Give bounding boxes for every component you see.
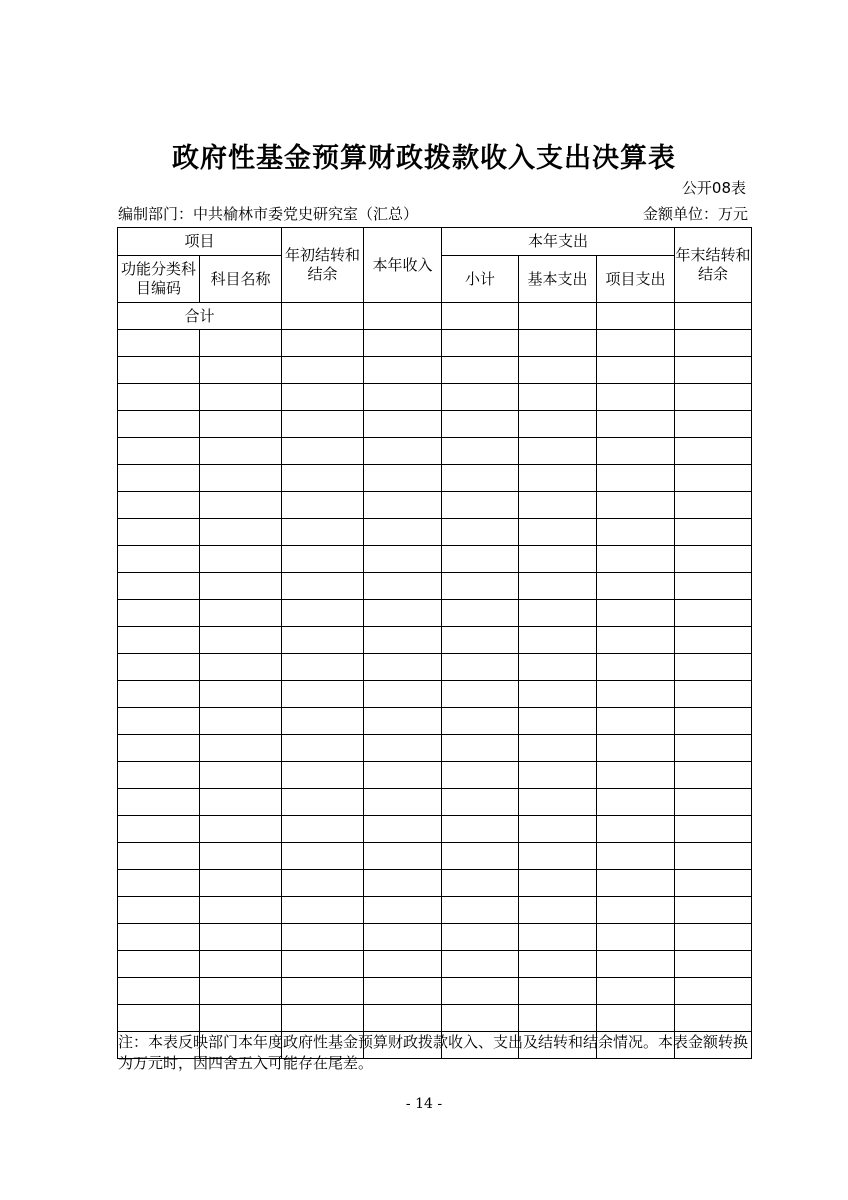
table-cell bbox=[282, 951, 364, 978]
table-cell bbox=[364, 708, 442, 735]
table-row bbox=[118, 519, 752, 546]
table-cell bbox=[118, 654, 200, 681]
table-cell bbox=[597, 330, 675, 357]
table-cell bbox=[200, 897, 282, 924]
table-cell bbox=[519, 708, 597, 735]
table-cell bbox=[282, 492, 364, 519]
table-cell bbox=[675, 573, 752, 600]
table-cell bbox=[364, 897, 442, 924]
table-cell bbox=[200, 519, 282, 546]
table-cell bbox=[200, 573, 282, 600]
table-cell bbox=[597, 789, 675, 816]
table-row bbox=[118, 789, 752, 816]
table-cell bbox=[519, 762, 597, 789]
table-row bbox=[118, 897, 752, 924]
table-cell bbox=[519, 357, 597, 384]
table-cell bbox=[118, 708, 200, 735]
table-cell bbox=[675, 357, 752, 384]
table-cell bbox=[442, 438, 519, 465]
table-cell bbox=[282, 924, 364, 951]
header-begin-balance: 年初结转和结余 bbox=[282, 228, 364, 303]
table-cell bbox=[118, 789, 200, 816]
table-row bbox=[118, 870, 752, 897]
header-end-balance: 年末结转和结余 bbox=[675, 228, 752, 303]
table-cell bbox=[118, 465, 200, 492]
table-cell bbox=[597, 951, 675, 978]
table-cell bbox=[519, 924, 597, 951]
table-cell bbox=[200, 816, 282, 843]
table-cell bbox=[282, 816, 364, 843]
header-subject-name: 科目名称 bbox=[200, 256, 282, 303]
table-cell bbox=[519, 951, 597, 978]
table-cell bbox=[519, 627, 597, 654]
table-cell bbox=[675, 411, 752, 438]
table-cell bbox=[675, 978, 752, 1005]
table-cell bbox=[519, 573, 597, 600]
table-cell bbox=[200, 762, 282, 789]
table-cell bbox=[675, 843, 752, 870]
table-cell bbox=[442, 816, 519, 843]
table-cell bbox=[200, 546, 282, 573]
table-cell bbox=[282, 654, 364, 681]
footnote: 注：本表反映部门本年度政府性基金预算财政拨款收入、支出及结转和结余情况。本表金额转换为万元时，因四舍五入可能存在尾差。 bbox=[118, 1033, 749, 1072]
table-cell bbox=[519, 789, 597, 816]
table-cell bbox=[282, 789, 364, 816]
table-cell bbox=[519, 816, 597, 843]
table-cell bbox=[364, 843, 442, 870]
department-label: 编制部门：中共榆林市委党史研究室（汇总） bbox=[118, 205, 419, 223]
table-cell bbox=[675, 384, 752, 411]
table-cell bbox=[519, 330, 597, 357]
table-cell bbox=[364, 411, 442, 438]
table-row bbox=[118, 1005, 752, 1032]
table-cell bbox=[364, 465, 442, 492]
header-expense: 本年支出 bbox=[442, 228, 675, 256]
table-cell bbox=[118, 492, 200, 519]
header-basic-expense: 基本支出 bbox=[519, 256, 597, 303]
table-cell bbox=[675, 438, 752, 465]
table-cell bbox=[519, 897, 597, 924]
table-cell bbox=[675, 1005, 752, 1032]
table-cell bbox=[282, 600, 364, 627]
table-cell bbox=[675, 951, 752, 978]
table-cell bbox=[675, 708, 752, 735]
table-cell bbox=[675, 789, 752, 816]
table-cell bbox=[364, 573, 442, 600]
table-cell bbox=[597, 546, 675, 573]
table-row bbox=[118, 411, 752, 438]
table-cell bbox=[597, 357, 675, 384]
table-cell bbox=[364, 519, 442, 546]
table-cell bbox=[442, 654, 519, 681]
total-cell bbox=[364, 303, 442, 330]
table-row bbox=[118, 357, 752, 384]
table-cell bbox=[364, 870, 442, 897]
table-cell bbox=[200, 843, 282, 870]
unit-label: 金额单位：万元 bbox=[642, 205, 748, 223]
table-cell bbox=[442, 735, 519, 762]
table-cell bbox=[118, 627, 200, 654]
table-cell bbox=[200, 924, 282, 951]
table-row bbox=[118, 978, 752, 1005]
table-cell bbox=[118, 600, 200, 627]
table-cell bbox=[597, 870, 675, 897]
table-cell bbox=[597, 492, 675, 519]
page-number: - 14 - bbox=[405, 1096, 443, 1112]
table-cell bbox=[675, 492, 752, 519]
table-cell bbox=[118, 681, 200, 708]
table-cell bbox=[442, 762, 519, 789]
budget-table bbox=[117, 227, 752, 1059]
table-cell bbox=[597, 627, 675, 654]
table-cell bbox=[118, 951, 200, 978]
table-cell bbox=[364, 384, 442, 411]
table-cell bbox=[597, 762, 675, 789]
table-cell bbox=[200, 411, 282, 438]
table-cell bbox=[200, 951, 282, 978]
table-cell bbox=[442, 627, 519, 654]
total-row bbox=[118, 303, 752, 330]
table-cell bbox=[675, 762, 752, 789]
table-cell bbox=[200, 735, 282, 762]
table-cell bbox=[442, 465, 519, 492]
table-row bbox=[118, 600, 752, 627]
table-cell bbox=[597, 816, 675, 843]
table-cell bbox=[364, 681, 442, 708]
table-cell bbox=[519, 492, 597, 519]
table-cell bbox=[442, 573, 519, 600]
table-cell bbox=[364, 330, 442, 357]
header-func-code: 功能分类科目编码 bbox=[118, 256, 200, 303]
table-cell bbox=[118, 438, 200, 465]
table-cell bbox=[118, 573, 200, 600]
table-cell bbox=[442, 384, 519, 411]
table-cell bbox=[597, 735, 675, 762]
table-cell bbox=[282, 384, 364, 411]
table-cell bbox=[282, 330, 364, 357]
table-cell bbox=[118, 897, 200, 924]
table-cell bbox=[200, 654, 282, 681]
header-project-expense: 项目支出 bbox=[597, 256, 675, 303]
table-cell bbox=[282, 762, 364, 789]
table-cell bbox=[442, 897, 519, 924]
table-cell bbox=[442, 411, 519, 438]
table-cell bbox=[519, 438, 597, 465]
header-income: 本年收入 bbox=[364, 228, 442, 303]
table-cell bbox=[597, 897, 675, 924]
table-cell bbox=[118, 357, 200, 384]
table-cell bbox=[442, 546, 519, 573]
table-cell bbox=[364, 816, 442, 843]
table-cell bbox=[364, 762, 442, 789]
table-cell bbox=[597, 384, 675, 411]
table-row bbox=[118, 654, 752, 681]
table-row bbox=[118, 627, 752, 654]
table-row bbox=[118, 843, 752, 870]
table-cell bbox=[675, 600, 752, 627]
table-cell bbox=[200, 681, 282, 708]
table-cell bbox=[519, 978, 597, 1005]
table-cell bbox=[519, 654, 597, 681]
table-cell bbox=[597, 519, 675, 546]
table-cell bbox=[118, 519, 200, 546]
table-row bbox=[118, 573, 752, 600]
table-cell bbox=[597, 411, 675, 438]
table-cell bbox=[282, 519, 364, 546]
table-cell bbox=[282, 573, 364, 600]
table-cell bbox=[675, 519, 752, 546]
table-cell bbox=[442, 492, 519, 519]
form-number: 公开08表 bbox=[681, 179, 746, 197]
table-cell bbox=[364, 627, 442, 654]
table-cell bbox=[442, 1005, 519, 1032]
table-cell bbox=[442, 330, 519, 357]
table-cell bbox=[442, 924, 519, 951]
table-cell bbox=[442, 870, 519, 897]
table-cell bbox=[282, 843, 364, 870]
table-cell bbox=[282, 897, 364, 924]
table-cell bbox=[675, 465, 752, 492]
table-cell bbox=[364, 1005, 442, 1032]
table-cell bbox=[200, 870, 282, 897]
table-cell bbox=[519, 843, 597, 870]
table-cell bbox=[597, 843, 675, 870]
table-cell bbox=[200, 465, 282, 492]
total-cell bbox=[442, 303, 519, 330]
table-cell bbox=[200, 438, 282, 465]
table-cell bbox=[675, 870, 752, 897]
table-cell bbox=[675, 735, 752, 762]
table-cell bbox=[442, 708, 519, 735]
table-cell bbox=[519, 384, 597, 411]
table-cell bbox=[675, 897, 752, 924]
table-cell bbox=[282, 546, 364, 573]
table-row bbox=[118, 951, 752, 978]
table-cell bbox=[364, 438, 442, 465]
table-cell bbox=[118, 546, 200, 573]
table-cell bbox=[118, 870, 200, 897]
total-cell bbox=[675, 303, 752, 330]
header-row-1 bbox=[118, 228, 752, 256]
table-cell bbox=[597, 465, 675, 492]
table-cell bbox=[282, 708, 364, 735]
table-cell bbox=[118, 1005, 200, 1032]
table-cell bbox=[282, 357, 364, 384]
total-cell bbox=[282, 303, 364, 330]
table-cell bbox=[200, 627, 282, 654]
table-cell bbox=[118, 735, 200, 762]
table-cell bbox=[442, 978, 519, 1005]
table-cell bbox=[118, 384, 200, 411]
table-cell bbox=[597, 654, 675, 681]
table-cell bbox=[519, 411, 597, 438]
table-cell bbox=[200, 357, 282, 384]
table-cell bbox=[597, 438, 675, 465]
total-cell bbox=[519, 303, 597, 330]
table-cell bbox=[675, 924, 752, 951]
total-cell bbox=[597, 303, 675, 330]
table-cell bbox=[282, 735, 364, 762]
table-cell bbox=[282, 411, 364, 438]
table-cell bbox=[675, 681, 752, 708]
table-cell bbox=[364, 600, 442, 627]
table-row bbox=[118, 438, 752, 465]
table-cell bbox=[364, 978, 442, 1005]
table-cell bbox=[519, 600, 597, 627]
table-cell bbox=[597, 924, 675, 951]
table-row bbox=[118, 465, 752, 492]
table-cell bbox=[597, 978, 675, 1005]
table-cell bbox=[282, 870, 364, 897]
table-row bbox=[118, 708, 752, 735]
table-row bbox=[118, 492, 752, 519]
table-cell bbox=[282, 438, 364, 465]
table-cell bbox=[118, 978, 200, 1005]
table-row bbox=[118, 735, 752, 762]
table-cell bbox=[200, 789, 282, 816]
table-cell bbox=[597, 708, 675, 735]
table-cell bbox=[200, 384, 282, 411]
table-row bbox=[118, 384, 752, 411]
table-cell bbox=[519, 546, 597, 573]
table-row bbox=[118, 681, 752, 708]
table-cell bbox=[519, 870, 597, 897]
table-row bbox=[118, 762, 752, 789]
table-cell bbox=[597, 681, 675, 708]
table-cell bbox=[364, 789, 442, 816]
table-cell bbox=[597, 600, 675, 627]
table-cell bbox=[364, 951, 442, 978]
header-subtotal: 小计 bbox=[442, 256, 519, 303]
table-cell bbox=[200, 330, 282, 357]
table-cell bbox=[282, 681, 364, 708]
table-cell bbox=[519, 681, 597, 708]
table-cell bbox=[675, 816, 752, 843]
table-cell bbox=[442, 357, 519, 384]
table-cell bbox=[675, 546, 752, 573]
table-cell bbox=[597, 573, 675, 600]
table-cell bbox=[200, 600, 282, 627]
table-cell bbox=[118, 330, 200, 357]
table-cell bbox=[519, 465, 597, 492]
table-row bbox=[118, 330, 752, 357]
header-item: 项目 bbox=[118, 228, 282, 256]
table-cell bbox=[200, 492, 282, 519]
table-row bbox=[118, 546, 752, 573]
table-cell bbox=[442, 519, 519, 546]
table-cell bbox=[200, 1005, 282, 1032]
table-cell bbox=[282, 1005, 364, 1032]
table-cell bbox=[442, 600, 519, 627]
table-cell bbox=[364, 654, 442, 681]
table-cell bbox=[519, 735, 597, 762]
table-cell bbox=[519, 519, 597, 546]
table-cell bbox=[364, 735, 442, 762]
table-cell bbox=[675, 627, 752, 654]
table-cell bbox=[118, 762, 200, 789]
table-cell bbox=[442, 681, 519, 708]
table-cell bbox=[442, 843, 519, 870]
table-cell bbox=[200, 978, 282, 1005]
table-cell bbox=[118, 411, 200, 438]
table-cell bbox=[282, 978, 364, 1005]
table-cell bbox=[364, 492, 442, 519]
table-cell bbox=[364, 924, 442, 951]
table-cell bbox=[442, 789, 519, 816]
total-label: 合计 bbox=[118, 303, 282, 330]
table-cell bbox=[200, 708, 282, 735]
table-cell bbox=[519, 1005, 597, 1032]
table-cell bbox=[118, 843, 200, 870]
table-cell bbox=[597, 1005, 675, 1032]
table-cell bbox=[118, 816, 200, 843]
table-cell bbox=[118, 924, 200, 951]
table-row bbox=[118, 816, 752, 843]
table-cell bbox=[282, 627, 364, 654]
table-row bbox=[118, 924, 752, 951]
table-cell bbox=[675, 330, 752, 357]
page-title: 政府性基金预算财政拨款收入支出决算表 bbox=[172, 143, 676, 174]
table-body bbox=[118, 330, 752, 1059]
table-cell bbox=[282, 465, 364, 492]
table-cell bbox=[675, 654, 752, 681]
table-cell bbox=[442, 951, 519, 978]
table-cell bbox=[364, 546, 442, 573]
table-cell bbox=[364, 357, 442, 384]
